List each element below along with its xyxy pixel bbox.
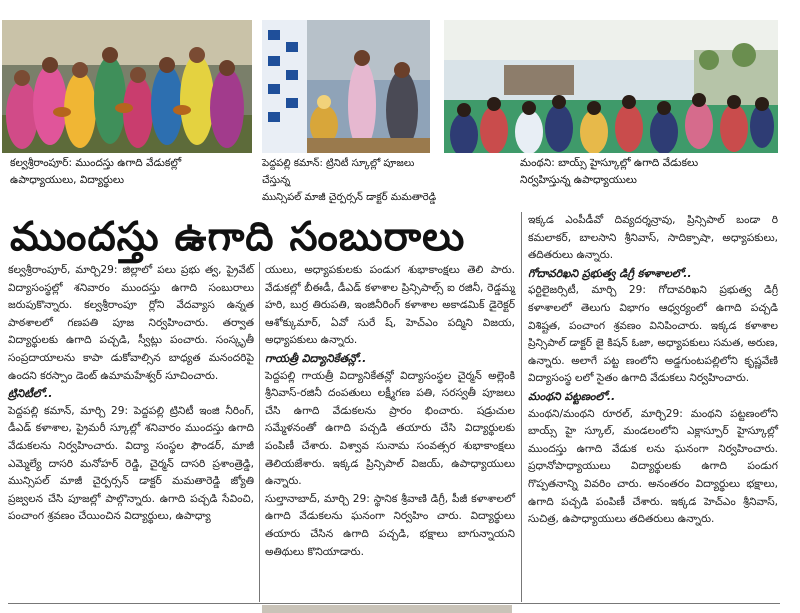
- article-column-3: [528, 212, 778, 529]
- article-paragraph: ఫర్టిలైజర్సిటీ, మార్చి 29: గోదావరిఖని ప్రభుత్వ డిగ్రీ కళాశాలలో తెలుగు విభాగం ఆధ్వర్యంలో ఉగాది పచ్చడి విశిష్టత, పంచాంగ శ్రవణం వినిపించారు. ఇక్కడ కళాశాల ప్రిన్సిపాల్ డాక్టర్ జై కిషన్ ఓజా, అధ్యాపకులు సమత, అరుణ, ఉన్నారు. అలాగే పట్ట ణంలోని అడ్డగుంటపల్లిలోని కృష్ణవేణి విద్యాసంస్థ లలో సైతం ఉగాది వేడుకలు నిర్వహించారు.: [528, 284, 778, 385]
- photo-children-festival: [2, 20, 252, 153]
- headline: ముందస్తు ఉగాది సంబురాలు: [10, 214, 466, 260]
- article-paragraph: కల్వశ్రీరాంపూర్, మార్చి29: జిల్లాలో పలు ప్రభు త్వ, ప్రైవేట్ విద్యాసంస్థల్లో శనివారం ముందస్తు ఉగాది సంబురాలు జరుపుకొన్నారు. కల్వశ్రీరాంపూ ర్లోని వేదవ్యాస ఉన్నత పాఠశాలలో గణపతి పూజ నిర్వహించారు. తర్వాత విద్యార్థులకు ఉగాది పచ్చడి, స్వీట్లు పంచారు. సంస్కృతీ సంప్రదాయాలను కాపా డుకోవాల్సిన బాధ్యత మనందరిపై ఉందని కరస్పాం డెంట్ ఉమామహేశ్వర్ సూచించారు.: [8, 264, 254, 382]
- photo-caption-3: మంథని: బాయ్స్ హైస్కూల్లో ఉగాది వేడుకలు నిర్వహిస్తున్న ఉపాధ్యాయులు: [520, 157, 699, 186]
- photo-caption-2: పెద్దపల్లి కమాన్: ట్రినిటీ స్కూల్లో పూజలు చేస్తున్న మున్సిపల్ మాజీ చైర్పర్సన్ డాక్టర్ మమతారెడ్డి: [262, 158, 437, 203]
- article-paragraph: ఇక్కడ ఎంపీడీవో దివ్యదర్శన్రావు, ప్రిన్సిపాల్ బండా రి కమలాకర్, బాలసాని శ్రీనివాస్, సాదిక్పాషా, అధ్యాపకులు, తదితరులు ఉన్నారు.: [528, 214, 778, 262]
- subheading-godavarikhani: గోదావరిఖని ప్రభుత్వ డిగ్రీ కళాశాలలో..: [528, 266, 692, 280]
- subheading-trinity: ట్రినిటీలో..: [8, 387, 53, 401]
- bottom-rule: [8, 603, 780, 604]
- article-paragraph: పెద్దపల్లి గాయత్రీ విద్యానికేతన్లో విద్యాసంస్థల చైర్మన్ అల్లెంకి శ్రీనివాస్-రజినీ దంపతులు లక్ష్మీగణ పతి, సరస్వతీ పూజలు చేసి ఉగాది వేడుకలను ప్రారం భించారు. షడ్రుచుల సమ్మేళనంతో ఉగాది పచ్చడి తయారు చేసి విద్యార్థులకు పంపిణీ చేశారు. విశ్వావ సునామ సంవత్సర శుభాకాంక్షలు తెలియజేశారు. ఇక్కడ ప్రిన్సిపాల్ విజయ్, ఉపాధ్యాయులు ఉన్నారు.: [265, 369, 515, 488]
- photo-trinity-puja: [262, 20, 430, 153]
- next-article-image-edge: [262, 605, 512, 613]
- article-paragraph: పెద్దపల్లి కమాన్, మార్చి 29: పెద్దపల్లి ట్రినిటీ ఇంజి నీరింగ్, డీఎడ్ కళాశాల, ప్రైమరీ స్కూల్లో శనివారం ముందస్తు ఉగాది వేడుకలను నిర్వహించారు. విద్యా సంస్థల ఫౌండర్, మాజీ ఎమ్మెల్యే దాసరి మనోహర్ రెడ్డి, చైర్మన్ దాసరి ప్రశాంత్రెడ్డి, మున్సిపల్ మాజీ చైర్పర్సన్ డాక్టర్ మమతారెడ్డి జ్యోతి ప్రజ్వలన చేసి పూజల్లో పాల్గొన్నారు. ఉగాది పచ్చడి సేవించి, పంచాంగ శ్రవణం చేయించిన విద్యార్థులు, ఉపాధ్యా: [8, 404, 254, 523]
- column-divider-2: [521, 212, 522, 602]
- photo-caption-1: కల్వశ్రీరాంపూర్: ముందస్తు ఉగాది వేడుకల్లో ఉపాధ్యాయులు, విద్యార్థులు: [10, 157, 182, 186]
- subheading-gayatri: గాయత్రీ విద్యానికేతన్లో..: [265, 351, 367, 365]
- column-divider-1: [259, 262, 260, 602]
- photo-boys-highschool: [444, 20, 778, 153]
- subheading-manthani: మంథని పట్టణంలో..: [528, 389, 616, 403]
- article-column-2: [265, 262, 515, 561]
- article-paragraph: యులు, అధ్యాపకులకు పండుగ శుభాకాంక్షలు తెలి పారు. వేడుకల్లో బీఈడీ, డీఎడ్ కళాశాల ప్రిన్సిపాల్స్ ఐ రజినీ, రెడ్డమ్మ హరి, బుర్ర తిరుపతి, ఇంజినీరింగ్ కళాశాల అకాడమిక్ డైరెక్టర్ ఆశోక్కుమార్, ఏవో సురే ష్, హెచ్ఎం పద్మిని విజయ, అధ్యాపకులు ఉన్నారు.: [265, 264, 515, 347]
- article-paragraph: మంథని/మంథని రూరల్, మార్చి29: మంథని పట్టణంలోని బాయ్స్ హై స్కూల్, మండలంలోని ఎక్లాస్పూర్ హైస్కూల్లో ముందస్తు ఉగాది వేడుక లను ఘనంగా నిర్వహించారు. ప్రధానోపాధ్యాయులు విద్యార్థులకు ఉగాది పండుగ గొప్పతనాన్ని వివరిం చారు. అనంతరం విద్యార్థులు భక్షాలు, ఉగాది పచ్చడి పంపిణీ చేశారు. ఇక్కడ హెచ్ఎం శ్రీనివాస్, సుచిత్ర, ఉపాధ్యాయులు తదితరులు ఉన్నారు.: [528, 407, 778, 526]
- article-column-1: [8, 262, 254, 526]
- article-paragraph: సుల్తానాబాద్, మార్చి 29: స్థానిక శ్రీవాణి డిగ్రీ, పీజీ కళాశాలలో ఉగాది వేడుకలను ఘనంగా నిర్వహిం చారు. విద్యార్థులు తయారు చేసిన ఉగాది పచ్చడి, భక్షాలు బాగున్నాయని అతిథులు కొనియాడారు.: [265, 492, 515, 558]
